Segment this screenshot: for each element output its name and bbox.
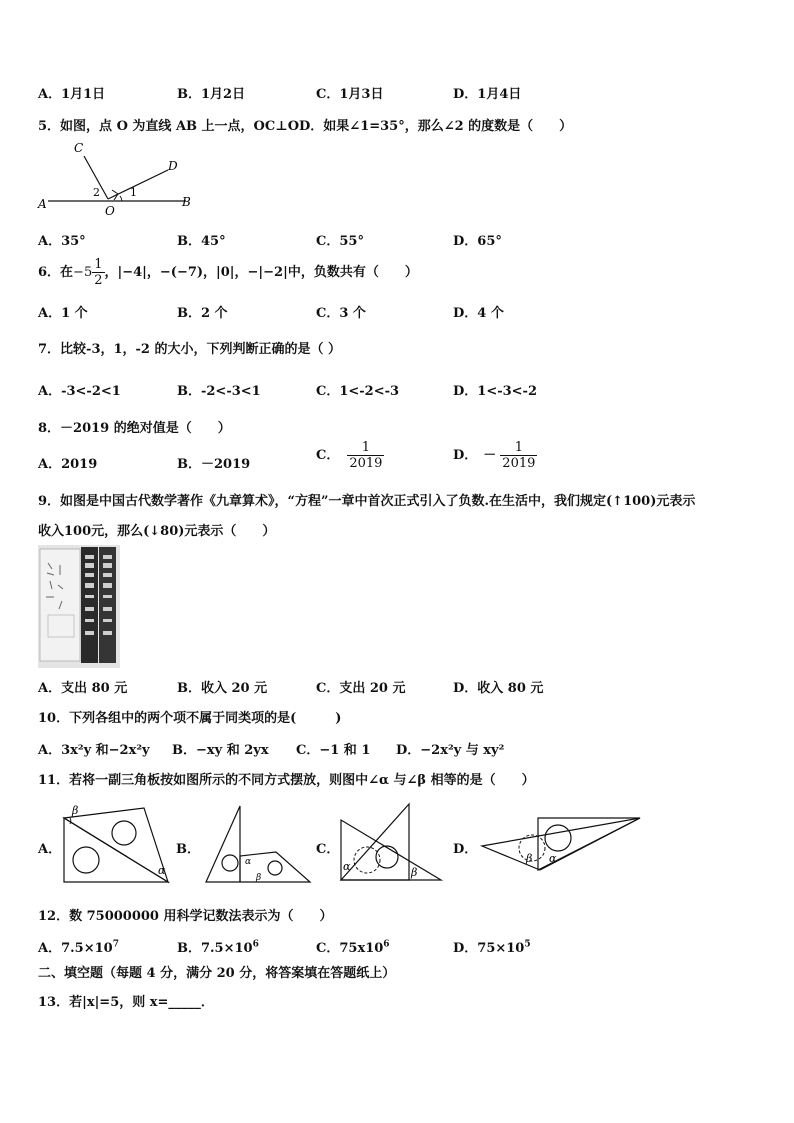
q6-number: 6．在 bbox=[38, 265, 74, 280]
fraction-denominator: 2019 bbox=[349, 456, 383, 471]
option-a: A．1 个 bbox=[38, 306, 88, 321]
book-photo bbox=[38, 545, 120, 668]
option-a: A． bbox=[38, 842, 62, 857]
option-b: B．1月2日 bbox=[177, 87, 246, 102]
label-d: D bbox=[168, 159, 178, 173]
q6-fraction bbox=[92, 257, 104, 288]
option-exponent: 7 bbox=[112, 939, 119, 950]
label-a: A bbox=[38, 197, 47, 211]
option-a: A．2019 bbox=[38, 457, 98, 472]
fraction-numerator: 1 bbox=[94, 257, 103, 272]
option-exponent: 5 bbox=[524, 939, 531, 950]
label-c: C bbox=[74, 141, 84, 155]
option-a: A．35° bbox=[38, 234, 86, 249]
option-exponent: 6 bbox=[383, 939, 390, 950]
option-d: D．1月4日 bbox=[453, 87, 522, 102]
label-angle-1: 1 bbox=[130, 186, 137, 199]
alpha-label: α bbox=[549, 852, 557, 865]
option-c: C．支出 20 元 bbox=[316, 681, 406, 696]
option-c bbox=[316, 440, 384, 471]
option-b: B．-2<-3<1 bbox=[177, 384, 261, 399]
option-a: A．-3<-2<1 bbox=[38, 384, 121, 399]
alpha-label: α bbox=[343, 860, 351, 873]
triangle-figure-a bbox=[58, 800, 178, 888]
triangle-figure-b bbox=[200, 800, 320, 888]
option-d: D．4 个 bbox=[453, 306, 504, 321]
question-8-stem: 8．－2019 的绝对值是（ ） bbox=[38, 421, 231, 436]
option-d: D．65° bbox=[453, 234, 502, 249]
angle-figure bbox=[36, 138, 196, 216]
option-d-fraction bbox=[500, 440, 537, 471]
option-d: D．收入 80 元 bbox=[453, 681, 544, 696]
option-a bbox=[38, 937, 119, 956]
option-b: B．2 个 bbox=[177, 306, 228, 321]
option-b: B． bbox=[176, 842, 200, 857]
option-c: C． bbox=[316, 842, 340, 857]
option-b: B．收入 20 元 bbox=[177, 681, 268, 696]
alpha-label: α bbox=[245, 857, 252, 867]
label-o: O bbox=[105, 204, 115, 216]
question-10-stem: 10．下列各组中的两个项不属于同类项的是( ) bbox=[38, 711, 342, 726]
option-a: A．1月1日 bbox=[38, 87, 106, 102]
label-angle-2: 2 bbox=[93, 186, 100, 199]
option-c bbox=[316, 937, 390, 956]
q6-rest: ，|−4|，−(−7)，|0|，−|−2|中，负数共有（ ） bbox=[104, 265, 418, 280]
q6-minus5: −5 bbox=[73, 265, 93, 280]
option-base: A．7.5×10 bbox=[38, 941, 113, 956]
option-c: C．−1 和 1 bbox=[296, 743, 371, 758]
option-d: D． bbox=[453, 842, 478, 857]
beta-label: β bbox=[72, 804, 79, 817]
section-heading: 二、填空题（每题 4 分，满分 20 分，将答案填在答题纸上） bbox=[38, 966, 396, 981]
option-c: C．1月3日 bbox=[316, 87, 384, 102]
fraction-denominator: 2019 bbox=[502, 456, 536, 471]
option-c: C．3 个 bbox=[316, 306, 366, 321]
option-base: D．75×10 bbox=[453, 941, 525, 956]
triangle-figure-c bbox=[337, 800, 449, 888]
beta-label: β bbox=[526, 852, 533, 865]
option-d-label: D． bbox=[453, 448, 478, 463]
option-exponent: 6 bbox=[252, 939, 259, 950]
option-c: C．1<-2<-3 bbox=[316, 384, 400, 399]
question-12-stem: 12．数 75000000 用科学记数法表示为（ ） bbox=[38, 909, 333, 924]
question-9-stem-line2: 收入100元，那么(↓80)元表示（ ） bbox=[38, 524, 276, 539]
option-d: D．−2x²y 与 xy² bbox=[396, 743, 505, 758]
question-13: 13．若|x|=5，则 x=_____． bbox=[38, 995, 214, 1010]
fraction-denominator: 2 bbox=[94, 273, 103, 288]
option-base: B．7.5×10 bbox=[177, 941, 253, 956]
fraction-numerator: 1 bbox=[347, 440, 384, 456]
question-5-stem: 5．如图，点 O 为直线 AB 上一点，OC⊥OD．如果∠1=35°，那么∠2 的度数是（ ） bbox=[38, 119, 573, 134]
option-d: D．1<-3<-2 bbox=[453, 384, 537, 399]
alpha-label: α bbox=[158, 864, 166, 877]
option-base: C．75x10 bbox=[316, 941, 384, 956]
option-d-sign: － bbox=[483, 448, 497, 463]
question-6-stem bbox=[38, 257, 418, 288]
beta-label: β bbox=[411, 866, 418, 879]
option-c: C．55° bbox=[316, 234, 364, 249]
option-d bbox=[453, 440, 537, 471]
option-c-fraction bbox=[347, 440, 384, 471]
option-b bbox=[177, 937, 259, 956]
label-b: B bbox=[182, 195, 191, 209]
option-b: B．－2019 bbox=[177, 457, 251, 472]
beta-label: β bbox=[256, 873, 262, 883]
option-c-label: C． bbox=[316, 448, 340, 463]
option-b: B．−xy 和 2yx bbox=[172, 743, 269, 758]
question-11-stem: 11．若将一副三角板按如图所示的不同方式摆放，则图中∠α 与∠β 相等的是（ ） bbox=[38, 773, 535, 788]
option-a: A．支出 80 元 bbox=[38, 681, 128, 696]
triangle-figure-d bbox=[478, 812, 644, 878]
question-7-stem: 7．比较-3，1，-2 的大小，下列判断正确的是（ ） bbox=[38, 342, 342, 357]
option-b: B．45° bbox=[177, 234, 226, 249]
question-9-stem-line1: 9．如图是中国古代数学著作《九章算术》，“方程”一章中首次正式引入了负数.在生活中，我们规定(↑100)元表示 bbox=[38, 494, 696, 509]
option-a: A．3x²y 和−2x²y bbox=[38, 743, 150, 758]
fraction-numerator: 1 bbox=[500, 440, 537, 456]
option-d bbox=[453, 937, 531, 956]
